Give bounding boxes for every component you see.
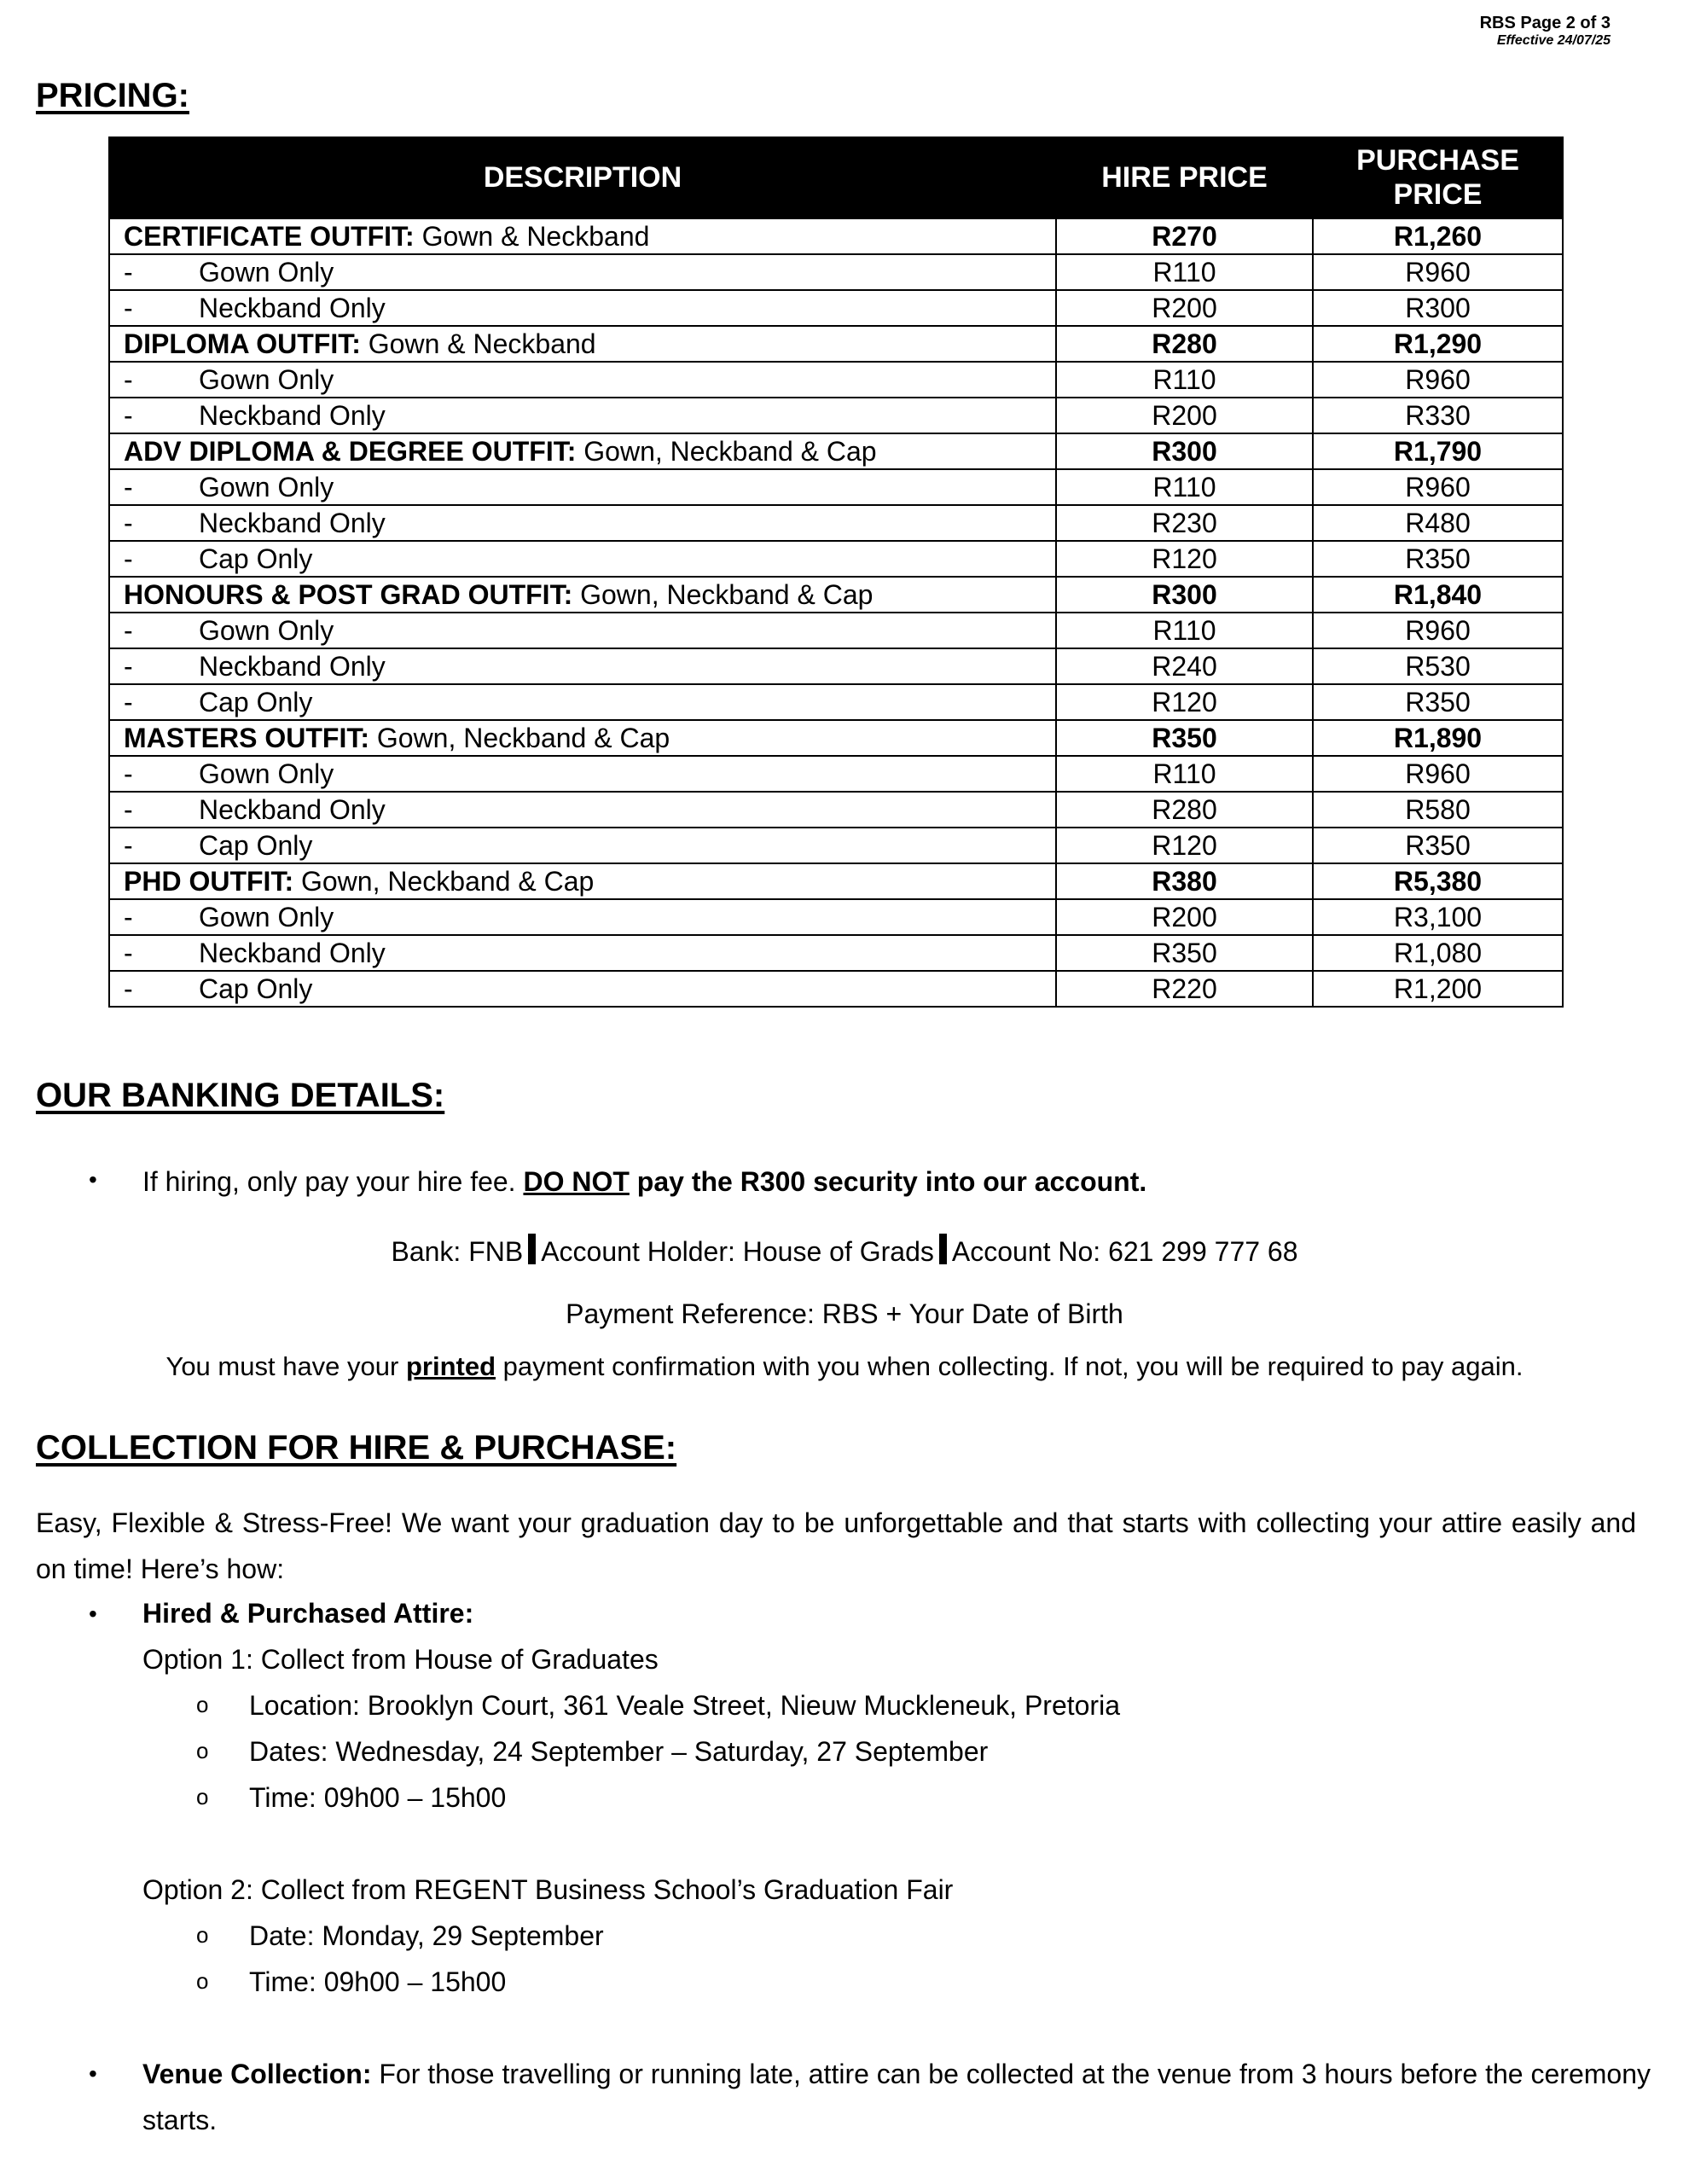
dash-marker: - bbox=[124, 399, 133, 431]
hire-price-cell: R110 bbox=[1056, 362, 1313, 398]
purchase-price-cell: R1,890 bbox=[1313, 720, 1563, 756]
description-cell bbox=[109, 935, 1056, 971]
outfit-contents: Gown, Neckband & Cap bbox=[369, 722, 670, 753]
hire-price-cell: R110 bbox=[1056, 613, 1313, 648]
description-cell bbox=[109, 792, 1056, 828]
option-1-location: Location: Brooklyn Court, 361 Veale Street, Nieuw Muckleneuk, Pretoria bbox=[249, 1690, 1120, 1721]
column-header-purchase-price bbox=[1313, 137, 1563, 218]
dash-marker: - bbox=[124, 363, 133, 395]
option-2-time: Time: 09h00 – 15h00 bbox=[249, 1966, 507, 1997]
purchase-price-cell: R1,790 bbox=[1313, 433, 1563, 469]
venue-collection bbox=[142, 2058, 1651, 2090]
hire-price-cell: R230 bbox=[1056, 505, 1313, 541]
outfit-contents: Gown & Neckband bbox=[414, 220, 650, 252]
outfit-name: DIPLOMA OUTFIT: bbox=[124, 328, 361, 359]
purchase-price-cell: R960 bbox=[1313, 613, 1563, 648]
dash-marker: - bbox=[124, 937, 133, 968]
description-cell bbox=[109, 899, 1056, 935]
item-label: Neckband Only bbox=[199, 507, 386, 538]
hire-price-cell: R120 bbox=[1056, 684, 1313, 720]
outfit-name: ADV DIPLOMA & DEGREE OUTFIT: bbox=[124, 435, 577, 467]
dash-marker: - bbox=[124, 614, 133, 646]
sub-bullet-icon: o bbox=[196, 1784, 209, 1809]
purchase-price-cell: R960 bbox=[1313, 254, 1563, 290]
hire-price-cell: R380 bbox=[1056, 863, 1313, 899]
hire-price-cell: R240 bbox=[1056, 648, 1313, 684]
description-cell bbox=[109, 613, 1056, 648]
description-cell bbox=[109, 433, 1056, 469]
hire-price-cell: R300 bbox=[1056, 577, 1313, 613]
item-label: Cap Only bbox=[199, 543, 313, 574]
purchase-price-cell: R1,080 bbox=[1313, 935, 1563, 971]
outfit-name: PHD OUTFIT: bbox=[124, 865, 294, 897]
page-header bbox=[1480, 14, 1611, 49]
purchase-price-cell: R350 bbox=[1313, 828, 1563, 863]
pricing-group-row bbox=[109, 433, 1563, 469]
column-header-hire-price: HIRE PRICE bbox=[1056, 137, 1313, 218]
separator-bar bbox=[939, 1234, 947, 1264]
outfit-name: CERTIFICATE OUTFIT: bbox=[124, 220, 415, 252]
confirm-end: payment confirmation with you when collecting. If not, you will be required to pay again. bbox=[496, 1351, 1524, 1381]
pricing-item-row bbox=[109, 648, 1563, 684]
description-cell bbox=[109, 541, 1056, 577]
pricing-item-row bbox=[109, 469, 1563, 505]
dash-marker: - bbox=[124, 901, 133, 932]
outfit-contents: Gown, Neckband & Cap bbox=[293, 865, 595, 897]
item-label: Neckband Only bbox=[199, 937, 386, 968]
dash-marker: - bbox=[124, 471, 133, 502]
description-cell bbox=[109, 218, 1056, 254]
bullet-icon: • bbox=[89, 1600, 97, 1627]
hire-price-cell: R110 bbox=[1056, 254, 1313, 290]
purchase-price-cell: R350 bbox=[1313, 541, 1563, 577]
item-label: Gown Only bbox=[199, 471, 334, 502]
pricing-item-row bbox=[109, 290, 1563, 326]
hire-price-cell: R200 bbox=[1056, 398, 1313, 433]
hire-price-cell: R350 bbox=[1056, 720, 1313, 756]
description-cell bbox=[109, 720, 1056, 756]
item-label: Neckband Only bbox=[199, 292, 386, 323]
item-label: Gown Only bbox=[199, 901, 334, 932]
option-2: Option 2: Collect from REGENT Business School’s Graduation Fair bbox=[142, 1874, 954, 1905]
pricing-item-row bbox=[109, 613, 1563, 648]
sub-bullet-icon: o bbox=[196, 1922, 209, 1948]
item-label: Cap Only bbox=[199, 686, 313, 717]
outfit-contents: Gown, Neckband & Cap bbox=[572, 578, 874, 610]
hire-price-cell: R280 bbox=[1056, 792, 1313, 828]
pricing-item-row bbox=[109, 541, 1563, 577]
bank-name: Bank: FNB bbox=[391, 1236, 524, 1267]
collection-intro: Easy, Flexible & Stress-Free! We want your graduation day to be unforgettable and that starts with collecting your attire easily and on time! Here’s how: bbox=[36, 1507, 1636, 1584]
sub-bullet-icon: o bbox=[196, 1738, 209, 1763]
purchase-price-cell: R3,100 bbox=[1313, 899, 1563, 935]
purchase-price-cell: R1,840 bbox=[1313, 577, 1563, 613]
pricing-group-row bbox=[109, 720, 1563, 756]
dash-marker: - bbox=[124, 543, 133, 574]
do-not-emphasis: DO NOT bbox=[523, 1166, 630, 1197]
item-label: Gown Only bbox=[199, 614, 334, 646]
description-cell bbox=[109, 290, 1056, 326]
hire-fee-note-start: If hiring, only pay your hire fee. bbox=[142, 1166, 524, 1197]
pricing-item-row bbox=[109, 935, 1563, 971]
page-number: RBS Page 2 of 3 bbox=[1479, 14, 1611, 32]
pricing-group-row bbox=[109, 863, 1563, 899]
purchase-price-cell: R1,290 bbox=[1313, 326, 1563, 362]
dash-marker: - bbox=[124, 507, 133, 538]
purchase-price-cell: R960 bbox=[1313, 756, 1563, 792]
description-cell bbox=[109, 505, 1056, 541]
account-holder: Account Holder: House of Grads bbox=[541, 1236, 934, 1267]
dash-marker: - bbox=[124, 292, 133, 323]
hire-price-cell: R350 bbox=[1056, 935, 1313, 971]
pricing-group-row bbox=[109, 577, 1563, 613]
item-label: Neckband Only bbox=[199, 399, 386, 431]
hire-price-cell: R110 bbox=[1056, 756, 1313, 792]
description-cell bbox=[109, 971, 1056, 1007]
item-label: Gown Only bbox=[199, 256, 334, 288]
dash-marker: - bbox=[124, 829, 133, 861]
pricing-group-row bbox=[109, 218, 1563, 254]
pricing-table bbox=[108, 136, 1564, 1008]
pricing-item-row bbox=[109, 362, 1563, 398]
venue-collection-text: For those travelling or running late, attire can be collected at the venue from 3 hours before the ceremony bbox=[371, 2059, 1651, 2089]
description-cell bbox=[109, 326, 1056, 362]
description-cell bbox=[109, 254, 1056, 290]
item-label: Cap Only bbox=[199, 829, 313, 861]
hire-price-cell: R300 bbox=[1056, 433, 1313, 469]
bullet-icon: • bbox=[89, 2060, 97, 2087]
purchase-price-cell: R5,380 bbox=[1313, 863, 1563, 899]
payment-reference: Payment Reference: RBS + Your Date of Birth bbox=[566, 1298, 1123, 1329]
option-1-time: Time: 09h00 – 15h00 bbox=[249, 1782, 507, 1813]
column-header-description: DESCRIPTION bbox=[109, 137, 1056, 218]
purchase-price-cell: R300 bbox=[1313, 290, 1563, 326]
pricing-item-row bbox=[109, 792, 1563, 828]
description-cell bbox=[109, 362, 1056, 398]
pricing-item-row bbox=[109, 971, 1563, 1007]
venue-collection-title: Venue Collection: bbox=[142, 2059, 372, 2089]
venue-collection-text-continued: starts. bbox=[142, 2105, 218, 2135]
description-cell bbox=[109, 648, 1056, 684]
effective-date: Effective 24/07/25 bbox=[1496, 33, 1611, 48]
option-1-dates: Dates: Wednesday, 24 September – Saturday, 27 September bbox=[249, 1736, 989, 1767]
pricing-heading: PRICING: bbox=[36, 77, 189, 114]
purchase-price-cell: R330 bbox=[1313, 398, 1563, 433]
dash-marker: - bbox=[124, 973, 133, 1004]
outfit-contents: Gown, Neckband & Cap bbox=[576, 435, 877, 467]
hire-price-cell: R270 bbox=[1056, 218, 1313, 254]
outfit-contents: Gown & Neckband bbox=[360, 328, 596, 359]
option-1: Option 1: Collect from House of Graduates bbox=[142, 1644, 659, 1675]
collection-heading: COLLECTION FOR HIRE & PURCHASE: bbox=[36, 1429, 677, 1467]
hired-purchased-title: Hired & Purchased Attire: bbox=[142, 1598, 474, 1629]
sub-bullet-icon: o bbox=[196, 1968, 209, 1994]
pricing-item-row bbox=[109, 398, 1563, 433]
pricing-item-row bbox=[109, 254, 1563, 290]
item-label: Neckband Only bbox=[199, 793, 386, 825]
purchase-price-cell: R960 bbox=[1313, 362, 1563, 398]
pricing-group-row bbox=[109, 326, 1563, 362]
description-cell bbox=[109, 469, 1056, 505]
pricing-table-body bbox=[109, 218, 1563, 1007]
outfit-name: MASTERS OUTFIT: bbox=[124, 722, 369, 753]
item-label: Cap Only bbox=[199, 973, 313, 1004]
purchase-price-cell: R530 bbox=[1313, 648, 1563, 684]
separator-bar bbox=[528, 1234, 536, 1264]
hire-fee-note-end: pay the R300 security into our account. bbox=[629, 1166, 1147, 1197]
description-cell bbox=[109, 863, 1056, 899]
hire-price-cell: R110 bbox=[1056, 469, 1313, 505]
purchase-header-line2: PRICE bbox=[1393, 177, 1483, 211]
printed-emphasis: printed bbox=[405, 1351, 496, 1381]
payment-confirmation-note bbox=[0, 1351, 1689, 1382]
item-label: Gown Only bbox=[199, 758, 334, 789]
sub-bullet-icon: o bbox=[196, 1692, 209, 1717]
pricing-item-row bbox=[109, 828, 1563, 863]
option-2-date: Date: Monday, 29 September bbox=[249, 1920, 604, 1951]
hire-price-cell: R120 bbox=[1056, 828, 1313, 863]
hire-price-cell: R220 bbox=[1056, 971, 1313, 1007]
pricing-table-header bbox=[109, 137, 1563, 218]
dash-marker: - bbox=[124, 793, 133, 825]
banking-heading: OUR BANKING DETAILS: bbox=[36, 1077, 445, 1114]
purchase-price-cell: R480 bbox=[1313, 505, 1563, 541]
outfit-name: HONOURS & POST GRAD OUTFIT: bbox=[124, 578, 573, 610]
account-number: Account No: 621 299 777 68 bbox=[951, 1236, 1298, 1267]
description-cell bbox=[109, 684, 1056, 720]
item-label: Neckband Only bbox=[199, 650, 386, 682]
hire-price-cell: R120 bbox=[1056, 541, 1313, 577]
description-cell bbox=[109, 577, 1056, 613]
pricing-item-row bbox=[109, 684, 1563, 720]
hire-fee-note bbox=[142, 1165, 1146, 1198]
hire-price-cell: R200 bbox=[1056, 899, 1313, 935]
description-cell bbox=[109, 398, 1056, 433]
dash-marker: - bbox=[124, 256, 133, 288]
pricing-item-row bbox=[109, 756, 1563, 792]
description-cell bbox=[109, 756, 1056, 792]
dash-marker: - bbox=[124, 758, 133, 789]
purchase-price-cell: R580 bbox=[1313, 792, 1563, 828]
purchase-header-line1: PURCHASE bbox=[1356, 144, 1519, 177]
pricing-item-row bbox=[109, 505, 1563, 541]
item-label: Gown Only bbox=[199, 363, 334, 395]
hire-price-cell: R200 bbox=[1056, 290, 1313, 326]
pricing-item-row bbox=[109, 899, 1563, 935]
purchase-price-cell: R1,260 bbox=[1313, 218, 1563, 254]
bank-account-line bbox=[0, 1234, 1689, 1268]
dash-marker: - bbox=[124, 686, 133, 717]
dash-marker: - bbox=[124, 650, 133, 682]
purchase-price-cell: R350 bbox=[1313, 684, 1563, 720]
confirm-start: You must have your bbox=[165, 1351, 406, 1381]
bullet-icon: • bbox=[89, 1166, 97, 1193]
hire-price-cell: R280 bbox=[1056, 326, 1313, 362]
purchase-price-cell: R1,200 bbox=[1313, 971, 1563, 1007]
description-cell bbox=[109, 828, 1056, 863]
purchase-price-cell: R960 bbox=[1313, 469, 1563, 505]
